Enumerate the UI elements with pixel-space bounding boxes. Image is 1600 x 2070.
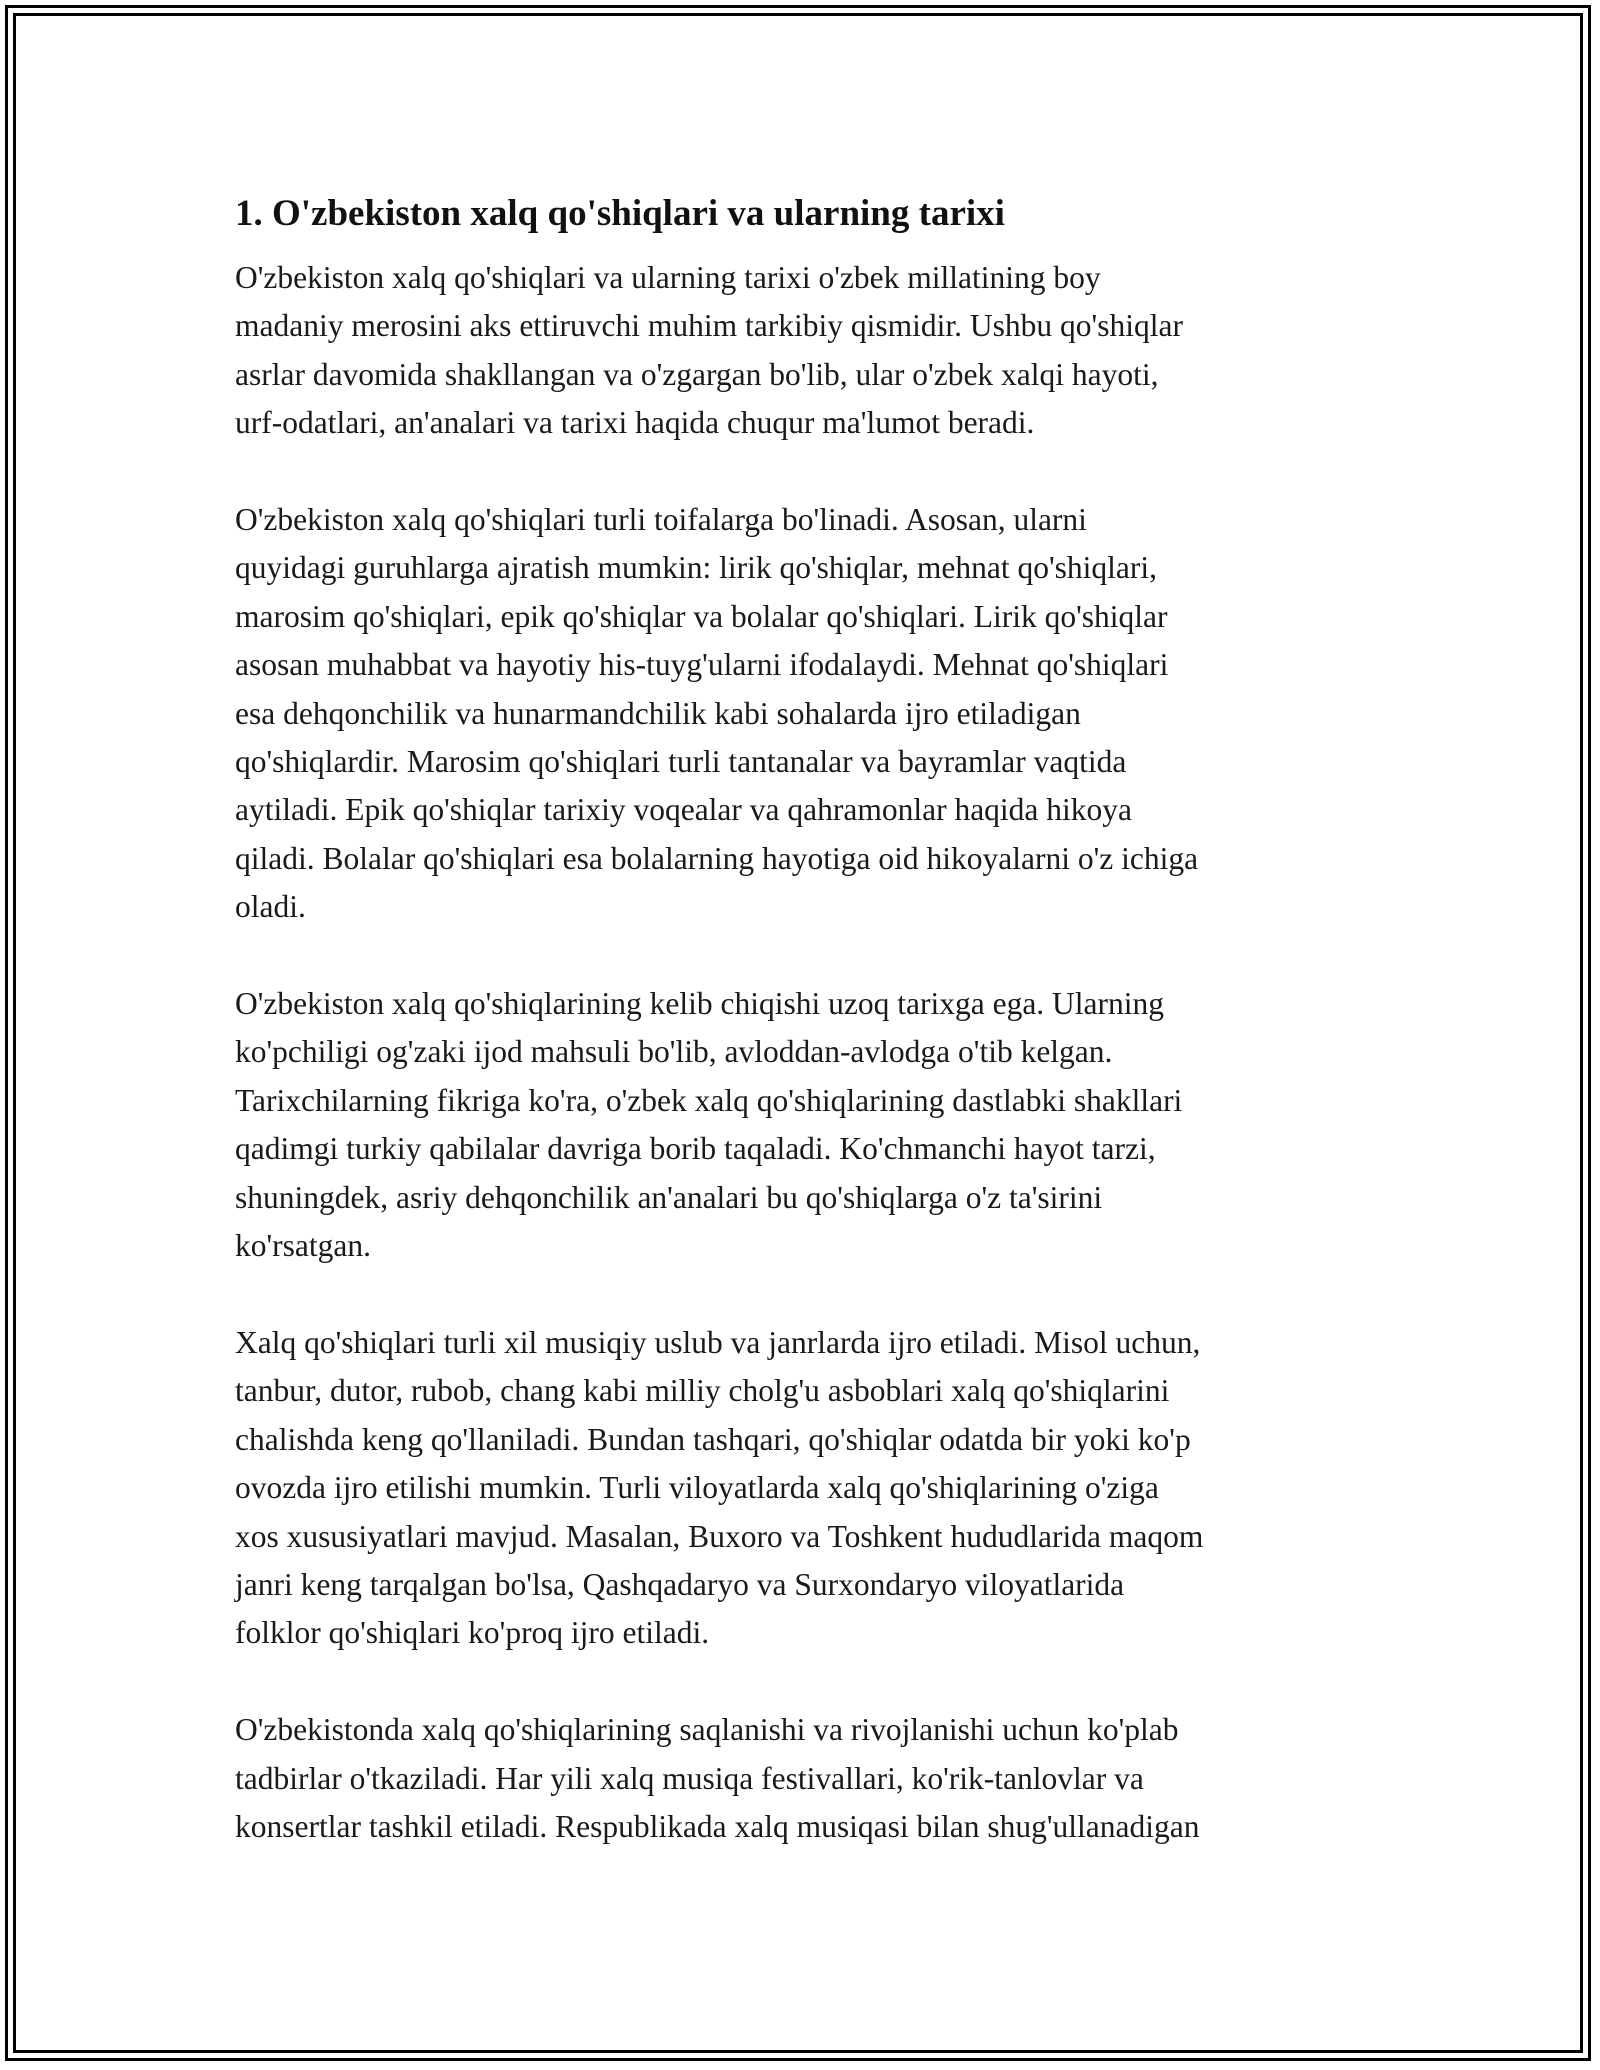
paragraph-line: ko'pchiligi og'zaki ijod mahsuli bo'lib, avloddan-avlodga o'tib kelgan. <box>235 1034 1113 1070</box>
paragraph-line: Tarixchilarning fikriga ko'ra, o'zbek xalq qo'shiqlarining dastlabki shakllari <box>235 1082 1183 1118</box>
paragraph-line: urf-odatlari, an'analari va tarixi haqida chuqur ma'lumot beradi. <box>235 405 1035 441</box>
paragraph-line: O'zbekistonda xalq qo'shiqlarining saqlanishi va rivojlanishi uchun ko'plab <box>235 1712 1179 1748</box>
document-body <box>235 186 1365 1900</box>
paragraph-line: asrlar davomida shakllangan va o'zgargan bo'lib, ular o'zbek xalqi hayoti, <box>235 356 1159 392</box>
paragraph-line: esa dehqonchilik va hunarmandchilik kabi sohalarda ijro etiladigan <box>235 695 1081 731</box>
paragraph-line: O'zbekiston xalq qo'shiqlari turli toifalarga bo'linadi. Asosan, ularni <box>235 502 1087 538</box>
paragraph-line: ovozda ijro etilishi mumkin. Turli viloyatlarda xalq qo'shiqlarining o'ziga <box>235 1470 1159 1506</box>
paragraph-line: tadbirlar o'tkaziladi. Har yili xalq musiqa festivallari, ko'rik-tanlovlar va <box>235 1760 1144 1796</box>
section-heading: 1. O'zbekiston xalq qo'shiqlari va ularning tarixi <box>235 193 1005 234</box>
paragraph-4 <box>235 1319 1365 1658</box>
paragraph-line: O'zbekiston xalq qo'shiqlarining kelib chiqishi uzoq tarixga ega. Ularning <box>235 986 1165 1022</box>
paragraph-line: chalishda keng qo'llaniladi. Bundan tashqari, qo'shiqlar odatda bir yoki ko'p <box>235 1421 1191 1457</box>
paragraph-line: tanbur, dutor, rubob, chang kabi milliy cholg'u asboblari xalq qo'shiqlarini <box>235 1373 1170 1409</box>
paragraph-line: xos xususiyatlari mavjud. Masalan, Buxoro va Toshkent hududlarida maqom <box>235 1518 1204 1554</box>
paragraph-line: Xalq qo'shiqlari turli xil musiqiy uslub va janrlarda ijro etiladi. Misol uchun, <box>235 1324 1201 1360</box>
paragraph-1 <box>235 254 1365 448</box>
paragraph-line: qo'shiqlardir. Marosim qo'shiqlari turli tantanalar va bayramlar vaqtida <box>235 744 1127 780</box>
paragraph-line: qiladi. Bolalar qo'shiqlari esa bolalarning hayotiga oid hikoyalarni o'z ichiga <box>235 840 1199 876</box>
paragraph-5 <box>235 1706 1365 1851</box>
paragraph-line: oladi. <box>235 889 306 925</box>
paragraph-line: marosim qo'shiqlari, epik qo'shiqlar va bolalar qo'shiqlari. Lirik qo'shiqlar <box>235 598 1168 634</box>
paragraph-line: madaniy merosini aks ettiruvchi muhim tarkibiy qismidir. Ushbu qo'shiqlar <box>235 308 1183 344</box>
paragraph-line: O'zbekiston xalq qo'shiqlari va ularning tarixi o'zbek millatining boy <box>235 260 1101 295</box>
paragraph-line: shuningdek, asriy dehqonchilik an'analari bu qo'shiqlarga o'z ta'sirini <box>235 1179 1103 1215</box>
paragraph-line: folklor qo'shiqlari ko'proq ijro etiladi. <box>235 1615 710 1651</box>
paragraph-line: quyidagi guruhlarga ajratish mumkin: lirik qo'shiqlar, mehnat qo'shiqlari, <box>235 550 1157 586</box>
paragraph-line: konsertlar tashkil etiladi. Respublikada xalq musiqasi bilan shug'ullanadigan <box>235 1808 1200 1844</box>
paragraph-3 <box>235 980 1365 1270</box>
paragraph-line: janri keng tarqalgan bo'lsa, Qashqadaryo va Surxondaryo viloyatlarida <box>235 1566 1125 1602</box>
paragraph-line: asosan muhabbat va hayotiy his-tuyg'ularni ifodalaydi. Mehnat qo'shiqlari <box>235 647 1169 683</box>
paragraph-2 <box>235 496 1365 932</box>
paragraph-line: qadimgi turkiy qabilalar davriga borib taqaladi. Ko'chmanchi hayot tarzi, <box>235 1131 1156 1167</box>
paragraph-line: ko'rsatgan. <box>235 1228 372 1264</box>
paragraph-line: aytiladi. Epik qo'shiqlar tarixiy voqealar va qahramonlar haqida hikoya <box>235 792 1133 828</box>
